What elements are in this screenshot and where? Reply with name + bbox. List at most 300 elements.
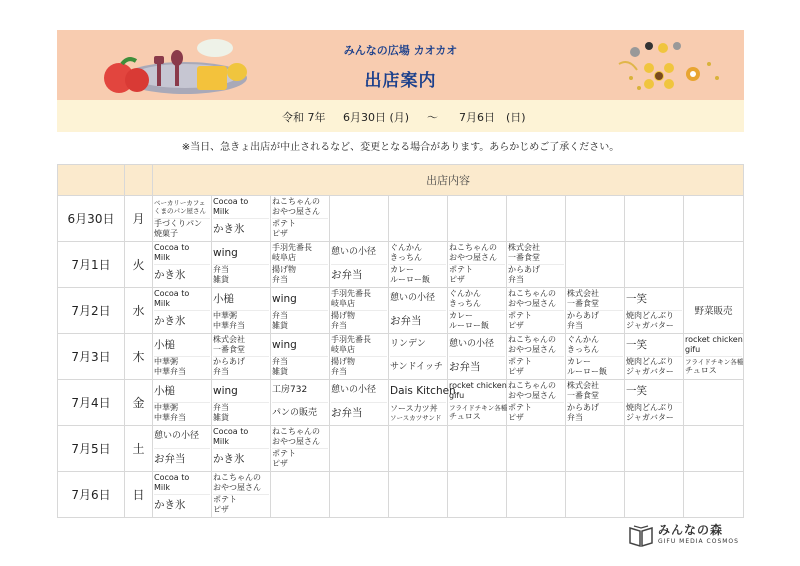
cell-text: お弁当 bbox=[390, 315, 422, 328]
vendor-name bbox=[154, 242, 210, 265]
vendor-name bbox=[449, 334, 505, 357]
empty-cell bbox=[684, 242, 744, 288]
vendor-name bbox=[213, 288, 269, 311]
cell-text: ポテト bbox=[272, 449, 296, 459]
cell-text: ルーロー飯 bbox=[390, 275, 430, 285]
vendor-items bbox=[213, 357, 269, 379]
day-date: 7月1日 bbox=[58, 242, 125, 288]
cell-text: ルーロー飯 bbox=[567, 367, 607, 377]
schedule-table bbox=[57, 164, 744, 518]
vendor-name bbox=[154, 288, 210, 311]
vendor-items bbox=[331, 357, 387, 379]
cell-text: かき氷 bbox=[154, 269, 186, 282]
cell-text: 弁当 bbox=[213, 265, 229, 275]
empty-cell bbox=[566, 472, 625, 518]
empty-cell bbox=[625, 196, 684, 242]
vendor-items bbox=[685, 357, 742, 379]
vendor-cell bbox=[507, 380, 566, 426]
vendor-items bbox=[272, 403, 328, 425]
cell-text: おやつ屋さん bbox=[213, 482, 261, 492]
vendor-cell bbox=[212, 196, 271, 242]
cell-text: 手羽先番長 bbox=[331, 334, 371, 344]
vendor-items bbox=[213, 495, 269, 517]
cell-text: 憩いの小径 bbox=[331, 385, 377, 396]
cell-text: フライドチキン各種 bbox=[685, 358, 744, 367]
vendor-items bbox=[449, 311, 505, 333]
cell-text: ベーカリーカフェ bbox=[154, 198, 206, 207]
cell-text: ポテト bbox=[449, 265, 473, 275]
cell-text: wing bbox=[213, 246, 238, 259]
cell-text: gifu bbox=[685, 344, 701, 354]
empty-cell bbox=[271, 472, 330, 518]
cell-text: Cocoa to bbox=[154, 472, 190, 482]
cell-text: くまのパン屋さん bbox=[154, 206, 206, 215]
empty-cell bbox=[448, 426, 507, 472]
vendor-cell bbox=[625, 334, 684, 380]
cell-text: 小槌 bbox=[213, 292, 234, 305]
empty-cell bbox=[330, 196, 389, 242]
cell-text: 弁当 bbox=[331, 321, 347, 331]
cell-text: 一笑 bbox=[626, 338, 647, 351]
cell-text: チュロス bbox=[685, 366, 717, 376]
vendor-name bbox=[331, 242, 387, 265]
vendor-items bbox=[390, 403, 446, 425]
vendor-items bbox=[154, 265, 210, 287]
brand-subtitle: GIFU MEDIA COSMOS bbox=[658, 538, 739, 545]
vendor-cell bbox=[271, 334, 330, 380]
page-title: 出店案内 bbox=[364, 71, 437, 91]
vendor-cell bbox=[153, 242, 212, 288]
empty-cell bbox=[507, 196, 566, 242]
cell-text: Milk bbox=[154, 252, 170, 262]
vendor-items bbox=[390, 265, 446, 287]
day-date: 7月6日 bbox=[58, 472, 125, 518]
cell-text: ねこちゃんの bbox=[508, 334, 556, 344]
table-caption: 出店内容 bbox=[153, 165, 744, 196]
vendor-items bbox=[272, 357, 328, 379]
vendor-cell bbox=[507, 334, 566, 380]
cell-text: 雑貨 bbox=[213, 413, 229, 423]
brand-logo bbox=[628, 521, 748, 549]
vendor-items bbox=[449, 265, 505, 287]
vendor-items bbox=[508, 311, 564, 333]
vendor-cell bbox=[212, 288, 271, 334]
vendor-cell bbox=[684, 334, 744, 380]
cell-text: 一番食堂 bbox=[213, 344, 245, 354]
vendor-items bbox=[331, 403, 387, 425]
table-row bbox=[58, 242, 744, 288]
cell-text: 手づくりパン bbox=[154, 219, 202, 229]
vendor-cell bbox=[566, 380, 625, 426]
cell-text: wing bbox=[272, 292, 297, 305]
cell-text: 株式会社 bbox=[213, 334, 245, 344]
vendor-name: 野菜販売 bbox=[694, 306, 733, 317]
cell-text: おやつ屋さん bbox=[272, 436, 320, 446]
cell-text: 一番食堂 bbox=[508, 252, 540, 262]
vendor-name bbox=[213, 334, 269, 357]
cell-text: ねこちゃんの bbox=[508, 288, 556, 298]
vendor-cell bbox=[212, 380, 271, 426]
vendor-name bbox=[390, 380, 456, 403]
cell-text: 一番食堂 bbox=[567, 390, 599, 400]
cell-text: お弁当 bbox=[331, 269, 363, 282]
vendor-cell bbox=[271, 242, 330, 288]
vendor-cell bbox=[212, 426, 271, 472]
cell-text: おやつ屋さん bbox=[508, 298, 556, 308]
date-range bbox=[57, 100, 744, 132]
vendor-name bbox=[390, 242, 446, 265]
vendor-name bbox=[508, 334, 564, 357]
cell-text: 弁当 bbox=[272, 357, 288, 367]
vendor-name bbox=[567, 288, 623, 311]
empty-cell bbox=[625, 242, 684, 288]
vendor-cell bbox=[330, 288, 389, 334]
cell-text: ポテト bbox=[508, 311, 532, 321]
vendor-items bbox=[154, 357, 210, 379]
day-of-week: 火 bbox=[125, 242, 153, 288]
empty-cell bbox=[684, 380, 744, 426]
table-row bbox=[58, 472, 744, 518]
vendor-name bbox=[154, 196, 210, 219]
vendor-name bbox=[154, 334, 210, 357]
vendor-items bbox=[213, 219, 269, 241]
day-date: 7月4日 bbox=[58, 380, 125, 426]
vendor-name bbox=[449, 288, 505, 311]
vendor-items bbox=[331, 311, 387, 333]
cell-text: 弁当 bbox=[508, 275, 524, 285]
cell-text: 雑貨 bbox=[213, 275, 229, 285]
vendor-name bbox=[272, 334, 328, 357]
empty-cell bbox=[330, 426, 389, 472]
vendor-cell bbox=[507, 288, 566, 334]
cell-text: チュロス bbox=[449, 412, 481, 422]
cell-text: rocket chicken bbox=[449, 380, 507, 390]
cell-text: かき氷 bbox=[154, 315, 186, 328]
vendor-items bbox=[567, 403, 623, 425]
cell-text: 弁当 bbox=[331, 367, 347, 377]
cell-text: ソースカツサンド bbox=[390, 414, 442, 423]
vendor-cell bbox=[448, 242, 507, 288]
vendor-items bbox=[154, 495, 210, 517]
cell-text: 弁当 bbox=[567, 321, 583, 331]
vendor-cell bbox=[684, 288, 744, 334]
day-of-week: 土 bbox=[125, 426, 153, 472]
cell-text: 中華弁当 bbox=[154, 367, 186, 377]
vendor-cell bbox=[212, 472, 271, 518]
vendor-cell bbox=[153, 334, 212, 380]
empty-cell bbox=[566, 242, 625, 288]
vendor-name bbox=[154, 426, 210, 449]
cell-text: かき氷 bbox=[213, 453, 245, 466]
cell-text: 揚げ物 bbox=[272, 265, 296, 275]
cell-text: ピザ bbox=[508, 413, 524, 423]
vendor-name bbox=[449, 242, 505, 265]
cell-text: お弁当 bbox=[154, 453, 186, 466]
cell-text: Cocoa to bbox=[213, 196, 249, 206]
cell-text: 一笑 bbox=[626, 384, 647, 397]
table-row bbox=[58, 380, 744, 426]
vendor-cell bbox=[271, 380, 330, 426]
cell-text: ぐんかん bbox=[390, 242, 422, 252]
vendor-items bbox=[508, 265, 564, 287]
cell-text: ぐんかん bbox=[449, 288, 481, 298]
vendor-items bbox=[272, 311, 328, 333]
vendor-cell bbox=[153, 472, 212, 518]
vendor-name bbox=[449, 380, 505, 403]
vendor-cell bbox=[625, 380, 684, 426]
vendor-name bbox=[154, 380, 210, 403]
vendor-name bbox=[213, 196, 269, 219]
empty-cell bbox=[684, 472, 744, 518]
vendor-items bbox=[213, 449, 269, 471]
vendor-cell bbox=[507, 242, 566, 288]
vendor-items bbox=[449, 357, 505, 379]
cell-text: 中華粥 bbox=[154, 357, 178, 367]
cell-text: ポテト bbox=[272, 219, 296, 229]
vendor-name bbox=[272, 426, 328, 449]
vendor-items bbox=[449, 403, 508, 425]
vendor-name bbox=[508, 288, 564, 311]
cell-text: 揚げ物 bbox=[331, 357, 355, 367]
cell-text: ねこちゃんの bbox=[213, 472, 261, 482]
cell-text: 弁当 bbox=[272, 311, 288, 321]
cell-text: 弁当 bbox=[213, 403, 229, 413]
cell-text: 焼肉どんぶり bbox=[626, 403, 674, 413]
venue-name: みんなの広場 カオカオ bbox=[343, 44, 458, 57]
vendor-items bbox=[567, 357, 623, 379]
cell-text: ポテト bbox=[213, 495, 237, 505]
vendor-cell bbox=[153, 288, 212, 334]
flower-decoration-icon bbox=[617, 34, 737, 96]
day-date: 7月3日 bbox=[58, 334, 125, 380]
vendor-items bbox=[154, 311, 210, 333]
book-icon bbox=[628, 522, 654, 548]
cell-text: Cocoa to bbox=[154, 288, 190, 298]
vendor-cell bbox=[566, 334, 625, 380]
vendor-name bbox=[390, 334, 446, 357]
empty-cell bbox=[330, 472, 389, 518]
caption-spacer bbox=[58, 165, 125, 196]
vendor-items bbox=[508, 357, 564, 379]
day-of-week: 水 bbox=[125, 288, 153, 334]
cell-text: Dais Kitchen bbox=[390, 384, 456, 397]
cell-text: 憩いの小径 bbox=[390, 293, 436, 304]
cell-text: ソース力ツ丼 bbox=[390, 404, 438, 414]
vendor-items bbox=[272, 265, 328, 287]
vendor-name bbox=[626, 288, 682, 311]
cell-text: ねこちゃんの bbox=[449, 242, 497, 252]
vendor-cell bbox=[448, 334, 507, 380]
cell-text: パンの販売 bbox=[272, 407, 318, 418]
cell-text: 小槌 bbox=[154, 384, 175, 397]
cell-text: 手羽先番長 bbox=[272, 242, 312, 252]
vendor-items bbox=[213, 265, 269, 287]
vendor-items bbox=[626, 311, 682, 333]
vendor-items bbox=[626, 403, 682, 425]
cell-text: ジャガバター bbox=[626, 367, 674, 377]
vendor-items bbox=[567, 311, 623, 333]
vendor-name bbox=[331, 334, 387, 357]
vendor-cell bbox=[212, 334, 271, 380]
cell-text: きっちん bbox=[390, 252, 422, 262]
cell-text: 憩いの小径 bbox=[331, 247, 377, 258]
cell-text: 焼肉どんぶり bbox=[626, 357, 674, 367]
day-date: 6月30日 bbox=[58, 196, 125, 242]
cell-text: 一番食堂 bbox=[567, 298, 599, 308]
end-date: 7月6日 (日) bbox=[459, 111, 526, 124]
vendor-cell bbox=[153, 426, 212, 472]
table-row bbox=[58, 196, 744, 242]
cell-text: からあげ bbox=[567, 311, 599, 321]
cell-text: 岐阜店 bbox=[331, 344, 355, 354]
table-row bbox=[58, 426, 744, 472]
cell-text: おやつ屋さん bbox=[449, 252, 497, 262]
vendor-cell bbox=[330, 242, 389, 288]
vendor-name bbox=[508, 380, 564, 403]
cell-text: wing bbox=[213, 384, 238, 397]
vendor-name bbox=[626, 380, 682, 403]
cell-text: 株式会社 bbox=[567, 380, 599, 390]
cell-text: ねこちゃんの bbox=[508, 380, 556, 390]
table-row bbox=[58, 288, 744, 334]
cell-text: ピザ bbox=[508, 321, 524, 331]
cell-text: ポテト bbox=[508, 403, 532, 413]
vendor-cell bbox=[153, 380, 212, 426]
cell-text: 株式会社 bbox=[508, 242, 540, 252]
cell-text: 揚げ物 bbox=[331, 311, 355, 321]
vendor-name bbox=[213, 472, 269, 495]
cell-text: おやつ屋さん bbox=[272, 206, 320, 216]
cell-text: ジャガバター bbox=[626, 321, 674, 331]
cell-text: サンドイッチ bbox=[390, 361, 443, 372]
empty-cell bbox=[625, 472, 684, 518]
vendor-cell bbox=[389, 288, 448, 334]
cell-text: Cocoa to bbox=[154, 242, 190, 252]
vendor-name bbox=[213, 380, 269, 403]
vendor-items bbox=[154, 449, 210, 471]
vendor-cell bbox=[625, 288, 684, 334]
vendor-items bbox=[213, 311, 269, 333]
cell-text: 岐阜店 bbox=[272, 252, 296, 262]
cell-text: ねこちゃんの bbox=[272, 426, 320, 436]
cell-text: お弁当 bbox=[331, 407, 363, 420]
vendor-name bbox=[508, 242, 564, 265]
vendor-cell bbox=[153, 196, 212, 242]
empty-cell bbox=[566, 426, 625, 472]
day-of-week: 金 bbox=[125, 380, 153, 426]
cell-text: ルーロー飯 bbox=[449, 321, 489, 331]
cell-text: 弁当 bbox=[272, 275, 288, 285]
vendor-cell bbox=[389, 242, 448, 288]
caption-spacer bbox=[125, 165, 153, 196]
cell-text: カレー bbox=[449, 311, 473, 321]
cell-text: 中華弁当 bbox=[154, 413, 186, 423]
cell-text: きっちん bbox=[567, 344, 599, 354]
vendor-name bbox=[331, 288, 387, 311]
cell-text: 小槌 bbox=[154, 338, 175, 351]
header-banner bbox=[57, 30, 744, 100]
vendor-cell bbox=[389, 380, 456, 426]
cell-text: 中華弁当 bbox=[213, 321, 245, 331]
empty-cell bbox=[389, 196, 448, 242]
empty-cell bbox=[389, 426, 448, 472]
cell-text: Cocoa to bbox=[213, 426, 249, 436]
cell-text: 中華粥 bbox=[213, 311, 237, 321]
cell-text: 工房732 bbox=[272, 385, 308, 396]
cell-text: Milk bbox=[213, 206, 229, 216]
vendor-cell bbox=[330, 380, 389, 426]
cell-text: きっちん bbox=[449, 298, 481, 308]
vendor-name bbox=[213, 242, 269, 265]
cell-text: ピザ bbox=[272, 229, 288, 239]
cell-text: 憩いの小径 bbox=[449, 339, 495, 350]
cell-text: からあげ bbox=[213, 357, 245, 367]
cell-text: かき氷 bbox=[213, 223, 245, 236]
cell-text: フライドチキン各種 bbox=[449, 404, 508, 413]
vendor-name bbox=[272, 242, 328, 265]
vendor-cell bbox=[271, 288, 330, 334]
cell-text: ピザ bbox=[449, 275, 465, 285]
cell-text: 雑貨 bbox=[272, 367, 288, 377]
cell-text: rocket chicken bbox=[685, 334, 743, 344]
empty-cell bbox=[448, 196, 507, 242]
cell-text: かき氷 bbox=[154, 499, 186, 512]
cell-text: 弁当 bbox=[213, 367, 229, 377]
table-row bbox=[58, 334, 744, 380]
range-separator: ～ bbox=[427, 111, 438, 124]
vendor-items bbox=[508, 403, 564, 425]
vendor-cell bbox=[448, 288, 507, 334]
cell-text: Milk bbox=[213, 436, 229, 446]
cell-text: ピザ bbox=[508, 367, 524, 377]
vendor-name bbox=[272, 196, 328, 219]
day-of-week: 月 bbox=[125, 196, 153, 242]
vendor-name bbox=[390, 288, 446, 311]
cell-text: ポテト bbox=[508, 357, 532, 367]
cell-text: 岐阜店 bbox=[331, 298, 355, 308]
vendor-name bbox=[331, 380, 387, 403]
cell-text: wing bbox=[272, 338, 297, 351]
empty-cell bbox=[684, 426, 744, 472]
cell-text: ピザ bbox=[272, 459, 288, 469]
vendor-name bbox=[567, 380, 623, 403]
cell-text: お弁当 bbox=[449, 361, 481, 374]
brand-name: みんなの森 bbox=[658, 523, 724, 537]
era-year: 令和 7年 bbox=[282, 111, 326, 124]
vendor-name bbox=[567, 334, 623, 357]
vendor-name bbox=[626, 334, 682, 357]
cell-text: 手羽先番長 bbox=[331, 288, 371, 298]
day-of-week: 木 bbox=[125, 334, 153, 380]
notice-text: ※当日、急きょ出店が中止されるなど、変更となる場合があります。あらかじめご了承ください。 bbox=[57, 132, 744, 165]
vendor-name bbox=[272, 380, 328, 403]
cell-text: ぐんかん bbox=[567, 334, 599, 344]
empty-cell bbox=[625, 426, 684, 472]
vendor-name bbox=[685, 334, 742, 357]
cell-text: Milk bbox=[154, 298, 170, 308]
cell-text: Milk bbox=[154, 482, 170, 492]
empty-cell bbox=[389, 472, 448, 518]
cell-text: 雑貨 bbox=[272, 321, 288, 331]
vendor-name bbox=[272, 288, 328, 311]
cell-text: ジャガバター bbox=[626, 413, 674, 423]
vendor-items bbox=[213, 403, 269, 425]
vendor-items bbox=[390, 357, 446, 379]
vendor-items bbox=[272, 219, 328, 241]
cell-text: おやつ屋さん bbox=[508, 390, 556, 400]
start-date: 6月30日 (月) bbox=[343, 111, 410, 124]
cell-text: からあげ bbox=[508, 265, 540, 275]
